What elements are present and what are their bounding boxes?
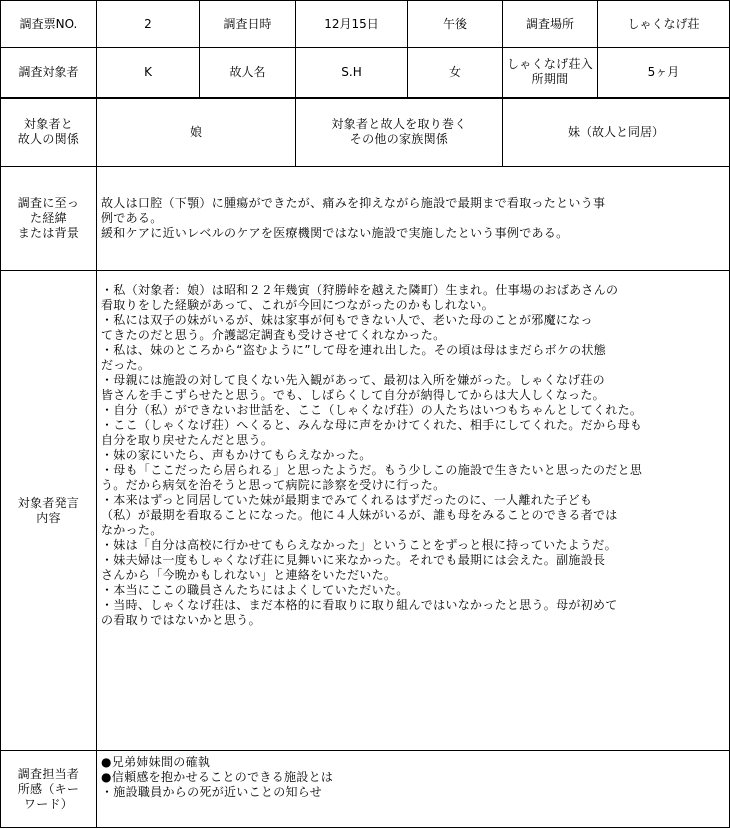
relation-value: 娘 <box>97 98 296 167</box>
background-label-line-3: または背景 <box>17 226 80 240</box>
stay-label-line-2: 所期間 <box>531 72 569 87</box>
relation-label-line-1: 対象者と <box>23 117 74 132</box>
statement-line: ・本来はずっと同居していた妹が最期までみてくれるはずだったのに、一人離れた子ども <box>101 493 593 507</box>
statement-line: てきたのだと思う。介護認定調査も受けさせてくれなかった。 <box>101 328 446 342</box>
background-text <box>97 167 730 271</box>
statement-line: ・妹の家にいたら、声もかけてもらえなかった。 <box>101 448 372 462</box>
statement-line: ・私は、妹のところから“盗むように”して母を連れ出した。その頃は母はまだらボケの状態 <box>101 343 607 357</box>
family-label-line-2: その他の家族関係 <box>349 132 449 147</box>
background-row <box>1 167 730 271</box>
keyword-line: ・施設職員からの死が近いことの知らせ <box>101 785 323 799</box>
statement-line: ・母も「ここだったら居られる」と思ったようだ。もう少しこの施設で生きたいと思ったのだと思 <box>101 463 643 477</box>
statement-line: なかった。 <box>101 523 163 537</box>
background-line: 例である。 <box>101 211 163 225</box>
statement-row <box>1 271 730 751</box>
keyword-line: ●兄弟姉妹間の確執 <box>101 755 211 769</box>
impression-label-line-3: ワード） <box>23 796 74 811</box>
background-line: 故人は口腔（下顎）に腫瘍ができたが、痛みを抑えながら施設で最期まで看取ったという事 <box>101 196 606 210</box>
date-label: 調査日時 <box>200 1 296 48</box>
family-value: 妹（故人と同居） <box>503 98 730 167</box>
impression-label-line-2: 所感（キー <box>17 781 80 796</box>
statement-line: （私）が最期を看取ることになった。他に４人妹がいるが、誰も母をみることのできる者では <box>101 508 618 522</box>
statement-line: 看取りをした経験があって、これが今回につながったのかもしれない。 <box>101 298 495 312</box>
statement-line: だった。 <box>101 358 151 372</box>
statement-line: さんから「今晩かもしれない」と連絡をいただいた。 <box>101 568 397 582</box>
statement-line: う。だから病気を治そうと思って病院に診察を受けに行った。 <box>101 478 446 492</box>
statement-label-line-2: 内容 <box>36 510 61 525</box>
place-value: しゃくなげ荘 <box>598 1 730 48</box>
time-value: 午後 <box>408 1 503 48</box>
relation-row <box>1 98 730 167</box>
statement-line: ・自分（私）ができないお世話を、ここ（しゃくなげ荘）の人たちはいつもちゃんとしてくれた。 <box>101 403 643 417</box>
impression-label <box>1 751 97 828</box>
place-label: 調査場所 <box>503 1 598 48</box>
statement-text <box>97 271 730 751</box>
date-value: 12月15日 <box>296 1 408 48</box>
keyword-line: ●信頼感を抱かせることのできる施設とは <box>101 770 334 784</box>
background-label-line-2: た経緯 <box>30 211 67 225</box>
background-line: 緩和ケアに近いレベルのケアを医療機関ではない施設で実施したという事例である。 <box>101 226 569 240</box>
deceased-value: S.H <box>296 48 408 98</box>
statement-line: ・本当にここの職員さんたちにはよくしていただいた。 <box>101 583 409 597</box>
statement-label <box>1 271 97 751</box>
relation-label <box>1 98 97 167</box>
header-row-1 <box>1 1 730 48</box>
statement-line: ・妹夫婦は一度もしゃくなげ荘に見舞いに来なかった。それでも最期には会えた。副施設長 <box>101 553 606 567</box>
statement-label-line-1: 対象者発言 <box>17 495 80 510</box>
background-label <box>1 167 97 271</box>
stay-value: 5ヶ月 <box>598 48 730 98</box>
survey-no-label: 調査票NO. <box>1 1 97 48</box>
relation-label-line-2: 故人の関係 <box>17 132 80 147</box>
header-row-2 <box>1 48 730 98</box>
statement-line: 自分を取り戻せたんだと思う。 <box>101 433 274 447</box>
stay-label <box>503 48 598 98</box>
statement-line: ・妹は「自分は高校に行かせてもらえなかった」ということをずっと根に持っていたようだ。 <box>101 538 617 552</box>
family-label-line-1: 対象者と故人を取り巻く <box>331 117 467 132</box>
statement-line: の看取りではないかと思う。 <box>101 613 261 627</box>
statement-line: ・ここ（しゃくなげ荘）へくると、みんな母に声をかけてくれた、相手にしてくれた。だから母も <box>101 418 643 432</box>
statement-line: ・私（対象者：娘）は昭和２２年幾寅（狩勝峠を越えた隣町）生まれ。仕事場のおばあさんの <box>101 283 619 297</box>
statement-line: 皆さんを手こずらせたと思う。でも、しばらくして自分が納得してからは大人しくなった。 <box>101 388 605 402</box>
family-label <box>296 98 503 167</box>
sex-value: 女 <box>408 48 503 98</box>
deceased-label: 故人名 <box>200 48 296 98</box>
impression-label-line-1: 調査担当者 <box>17 766 80 781</box>
impression-row <box>1 751 730 828</box>
background-label-line-1: 調査に至っ <box>17 196 80 210</box>
survey-no-value: 2 <box>97 1 200 48</box>
statement-line: ・当時、しゃくなげ荘は、まだ本格的に看取りに取り組んではいなかったと思う。母が初めて <box>101 598 618 612</box>
stay-label-line-1: しゃくなげ荘入 <box>506 57 594 72</box>
impression-keywords <box>97 751 730 828</box>
statement-line: ・母親には施設の対して良くない先入観があって、最初は入所を嫌がった。しゃくなげ荘の <box>101 373 605 387</box>
statement-line: ・私には双子の妹がいるが、妹は家事が何もできない人で、老いた母のことが邪魔になっ <box>101 313 593 327</box>
subject-label: 調査対象者 <box>1 48 97 98</box>
subject-value: K <box>97 48 200 98</box>
